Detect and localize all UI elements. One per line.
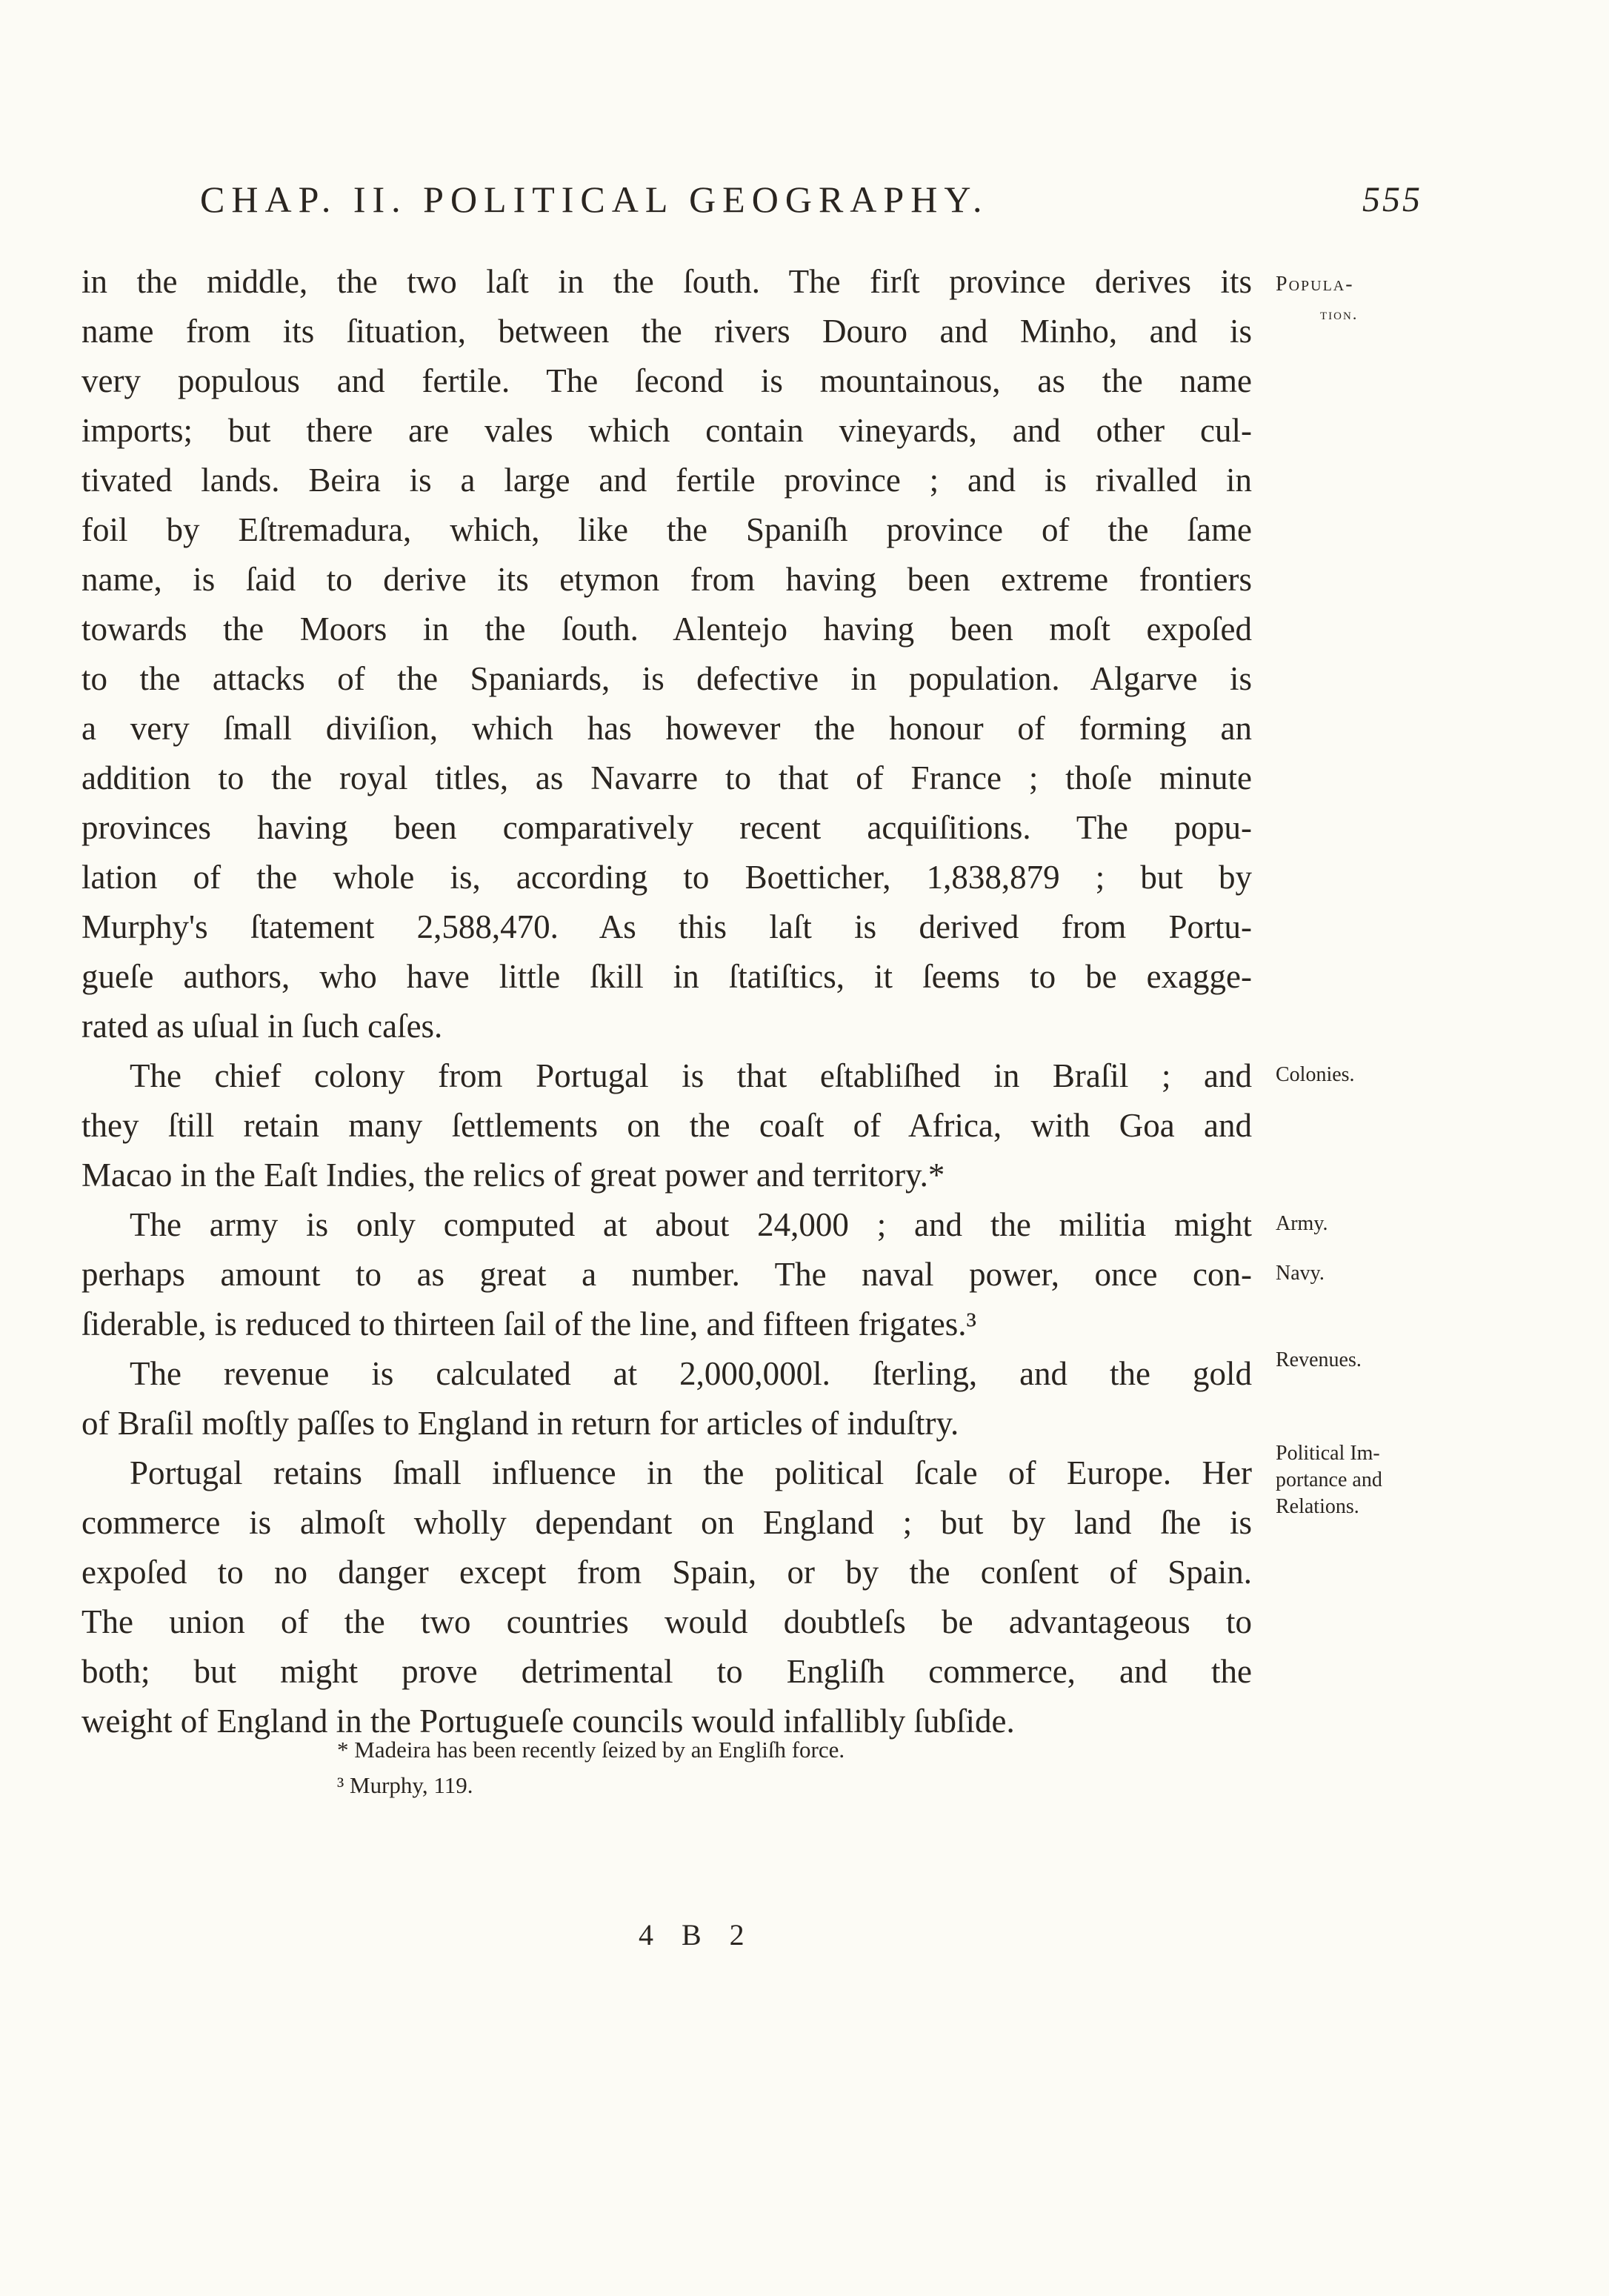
text-line: gueſe authors, who have little ſkill in ſtatiſtics, it ſeems to be exagge- — [81, 958, 1252, 995]
text-line: provinces having been comparatively recent acquiſitions. The popu- — [81, 809, 1252, 846]
text-line: rated as uſual in ſuch caſes. — [81, 1008, 443, 1045]
margin-note-political: Political Im- — [1276, 1442, 1380, 1465]
running-header — [193, 178, 1422, 230]
text-line: perhaps amount to as great a number. The naval power, once con- — [81, 1256, 1252, 1293]
text-line: foil by Eſtremadura, which, like the Spaniſh province of the ſame — [81, 511, 1252, 548]
margin-note-population: Popula- — [1276, 273, 1354, 296]
text-line: commerce is almoſt wholly dependant on England ; but by land ſhe is — [81, 1504, 1252, 1541]
margin-note-colonies: Colonies. — [1276, 1063, 1355, 1086]
text-line: Portugal retains ſmall influence in the political ſcale of Europe. Her — [130, 1454, 1252, 1491]
page-number: 555 — [1362, 180, 1422, 219]
text-line: name, is ſaid to derive its etymon from having been extreme frontiers — [81, 561, 1252, 598]
chapter-title: CHAP. II. POLITICAL GEOGRAPHY. — [200, 179, 989, 220]
text-line: very populous and fertile. The ſecond is mountainous, as the name — [81, 362, 1252, 399]
text-line: of Braſil moſtly paſſes to England in return for articles of induſtry. — [81, 1405, 959, 1442]
text-line: they ſtill retain many ſettlements on the coaſt of Africa, with Goa and — [81, 1107, 1252, 1144]
text-line: both; but might prove detrimental to Engliſh commerce, and the — [81, 1653, 1252, 1690]
footnote: ³ Murphy, 119. — [337, 1772, 473, 1798]
margin-note-army: Army. — [1276, 1212, 1328, 1235]
text-line: towards the Moors in the ſouth. Alentejo having been moſt expoſed — [81, 610, 1252, 648]
margin-note-revenues: Revenues. — [1276, 1348, 1362, 1371]
footnote: * Madeira has been recently ſeized by an Engliſh force. — [337, 1737, 845, 1763]
text-line: The chief colony from Portugal is that eſtabliſhed in Braſil ; and — [130, 1057, 1252, 1094]
text-line: Macao in the Eaſt Indies, the relics of great power and territory.* — [81, 1157, 945, 1194]
text-line: lation of the whole is, according to Boetticher, 1,838,879 ; but by — [81, 859, 1252, 896]
text-line: ſiderable, is reduced to thirteen ſail of the line, and fifteen frigates.³ — [81, 1305, 977, 1342]
text-line: The revenue is calculated at 2,000,000l. ſterling, and the gold — [130, 1355, 1252, 1392]
text-line: to the attacks of the Spaniards, is defective in population. Algarve is — [81, 660, 1252, 697]
text-line: The union of the two countries would doubtleſs be advantageous to — [81, 1603, 1252, 1640]
text-line: weight of England in the Portugueſe councils would infallibly ſubſide. — [81, 1703, 1015, 1740]
margin-note-population: tion. — [1320, 305, 1359, 323]
margin-note-navy: Navy. — [1276, 1262, 1325, 1285]
text-line: imports; but there are vales which contain vineyards, and other cul- — [81, 412, 1252, 449]
text-line: expoſed to no danger except from Spain, or by the conſent of Spain. — [81, 1554, 1252, 1591]
text-line: name from its ſituation, between the rivers Douro and Minho, and is — [81, 313, 1252, 350]
margin-note-political: Relations. — [1276, 1495, 1359, 1518]
text-line: Murphy's ſtatement 2,588,470. As this laſt is derived from Portu- — [81, 908, 1252, 945]
text-line: in the middle, the two laſt in the ſouth. The firſt province derives its — [81, 263, 1252, 300]
text-line: addition to the royal titles, as Navarre to that of France ; thoſe minute — [81, 759, 1252, 796]
signature-mark: 4 B 2 — [639, 1918, 755, 1951]
margin-note-political: portance and — [1276, 1468, 1382, 1491]
text-line: The army is only computed at about 24,000 ; and the militia might — [130, 1206, 1252, 1243]
text-line: a very ſmall diviſion, which has however the honour of forming an — [81, 710, 1252, 747]
text-line: tivated lands. Beira is a large and fertile province ; and is rivalled in — [81, 462, 1252, 499]
